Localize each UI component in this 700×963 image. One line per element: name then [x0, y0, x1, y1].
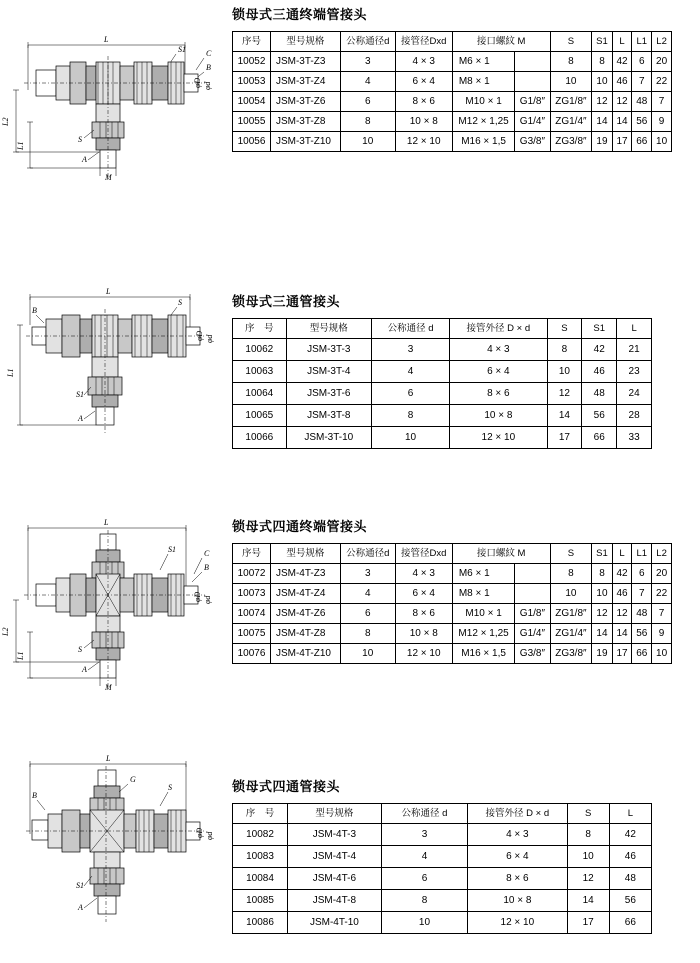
cell: 42 — [582, 339, 617, 361]
svg-text:A: A — [82, 665, 87, 674]
cell: 10074 — [233, 604, 271, 624]
svg-text:L1: L1 — [6, 368, 15, 377]
table-row — [233, 644, 672, 664]
section-tee — [0, 255, 700, 500]
col-header: 序号 — [233, 32, 271, 52]
spec-table-cross — [232, 803, 652, 934]
cell: JSM-4T-Z4 — [270, 584, 340, 604]
table-row — [233, 72, 672, 92]
table-row — [233, 112, 672, 132]
cell: JSM-4T-Z10 — [270, 644, 340, 664]
cell: 42 — [612, 52, 632, 72]
cell: 6 — [340, 92, 395, 112]
cell: JSM-4T-8 — [288, 890, 382, 912]
svg-text:B: B — [32, 791, 37, 800]
cell: 8 — [550, 52, 592, 72]
cell — [515, 72, 550, 92]
cell: 48 — [582, 383, 617, 405]
spec-table-tee-terminal — [232, 31, 672, 152]
cell: 10053 — [233, 72, 271, 92]
cell: 17 — [612, 644, 632, 664]
col-header: L — [612, 32, 632, 52]
table-row — [233, 564, 672, 584]
cell: 22 — [652, 72, 672, 92]
table-row — [233, 604, 672, 624]
cell: 10063 — [233, 361, 287, 383]
cell: 28 — [617, 405, 652, 427]
cell: G1/4″ — [515, 112, 550, 132]
cell: 10073 — [233, 584, 271, 604]
svg-text:L: L — [104, 35, 109, 44]
svg-text:C: C — [204, 549, 210, 558]
cell: 10065 — [233, 405, 287, 427]
svg-text:L: L — [104, 518, 109, 527]
svg-text:S1: S1 — [76, 390, 84, 399]
svg-text:φD: φD — [193, 77, 202, 88]
cross-fitting-drawing — [0, 738, 232, 953]
cell: G1/8″ — [515, 92, 550, 112]
cell: 8 — [592, 564, 612, 584]
cell: 19 — [592, 644, 612, 664]
cell: 48 — [632, 92, 652, 112]
cell: 8 — [371, 405, 449, 427]
col-header: 接管外径 D × d — [468, 804, 567, 824]
table-row — [233, 846, 652, 868]
col-header: S — [550, 544, 592, 564]
cell: 10 × 8 — [395, 112, 452, 132]
col-header: 公称通径 d — [381, 804, 467, 824]
svg-text:L: L — [106, 754, 111, 763]
cell: 10 — [652, 132, 672, 152]
table-row — [233, 339, 652, 361]
cell — [515, 584, 550, 604]
col-header: L — [612, 544, 632, 564]
cell: JSM-4T-Z8 — [270, 624, 340, 644]
cell — [515, 52, 550, 72]
col-header: 型号规格 — [270, 544, 340, 564]
cell: 24 — [617, 383, 652, 405]
cell: 10064 — [233, 383, 287, 405]
col-header: 接口螺紋 M — [452, 32, 550, 52]
cell: M8 × 1 — [452, 584, 515, 604]
cell: 8 — [550, 564, 592, 584]
cell: 14 — [547, 405, 582, 427]
svg-text:φD: φD — [193, 591, 202, 602]
cell: 9 — [652, 112, 672, 132]
svg-text:L: L — [106, 287, 111, 296]
cell: ZG3/8″ — [550, 132, 592, 152]
svg-text:φD: φD — [195, 827, 204, 838]
cell: 8 — [547, 339, 582, 361]
cell: JSM-3T-Z3 — [270, 52, 340, 72]
col-header: 公称通径d — [340, 544, 395, 564]
col-header: L — [617, 319, 652, 339]
col-header: 接管径Dxd — [395, 32, 452, 52]
cell: 7 — [632, 584, 652, 604]
cell: 42 — [612, 564, 632, 584]
cell: 46 — [609, 846, 651, 868]
col-header: 接管外径 D × d — [450, 319, 547, 339]
svg-text:B: B — [32, 306, 37, 315]
table-block-2 — [232, 255, 700, 449]
col-header: 序 号 — [233, 804, 288, 824]
col-header: S — [550, 32, 592, 52]
cell: 12 — [567, 868, 609, 890]
svg-text:S: S — [178, 298, 182, 307]
cell: 14 — [567, 890, 609, 912]
cell: M6 × 1 — [452, 564, 515, 584]
cell: 56 — [632, 624, 652, 644]
table-row — [233, 584, 672, 604]
section-title: 锁母式四通终端管接头 — [232, 519, 368, 534]
svg-text:C: C — [206, 49, 212, 58]
cell: 6 — [381, 868, 467, 890]
cell: JSM-3T-8 — [286, 405, 371, 427]
cell: 10 × 8 — [450, 405, 547, 427]
cell: 12 × 10 — [450, 427, 547, 449]
table-row — [233, 868, 652, 890]
cell: 22 — [652, 584, 672, 604]
cell: 10 — [381, 912, 467, 934]
cell: 12 — [592, 604, 612, 624]
spec-table-tee — [232, 318, 652, 449]
cell: G3/8″ — [515, 644, 550, 664]
col-header: 序 号 — [233, 319, 287, 339]
svg-text:S: S — [168, 783, 172, 792]
cell: 21 — [617, 339, 652, 361]
svg-text:L2: L2 — [1, 117, 10, 126]
cell: 3 — [371, 339, 449, 361]
cell: ZG1/8″ — [550, 604, 592, 624]
cell: 10085 — [233, 890, 288, 912]
cell: 8 — [340, 624, 395, 644]
section-tee-terminal — [0, 0, 700, 255]
svg-text:L2: L2 — [1, 627, 10, 636]
svg-text:B: B — [204, 563, 209, 572]
svg-text:G: G — [130, 775, 136, 784]
cell: M12 × 1,25 — [452, 112, 515, 132]
col-header: S1 — [592, 32, 612, 52]
col-header: 型号规格 — [288, 804, 382, 824]
cell: 14 — [592, 112, 612, 132]
cell: 6 × 4 — [468, 846, 567, 868]
cell: 10055 — [233, 112, 271, 132]
cell: JSM-3T-6 — [286, 383, 371, 405]
cell: 10 — [567, 846, 609, 868]
svg-text:S1: S1 — [168, 545, 176, 554]
cell: JSM-4T-10 — [288, 912, 382, 934]
col-header: 接口螺紋 M — [452, 544, 550, 564]
cell: 48 — [632, 604, 652, 624]
table-row — [233, 92, 672, 112]
svg-text:φd: φd — [203, 81, 212, 90]
cell: G1/8″ — [515, 604, 550, 624]
cell: 46 — [612, 584, 632, 604]
cell: 12 × 10 — [395, 644, 452, 664]
col-header: L2 — [652, 544, 672, 564]
cell: 6 — [340, 604, 395, 624]
col-header: L1 — [632, 32, 652, 52]
cell: M8 × 1 — [452, 72, 515, 92]
col-header: 接管径Dxd — [395, 544, 452, 564]
table-block-3 — [232, 500, 700, 664]
cell: 7 — [632, 72, 652, 92]
cell: M10 × 1 — [452, 92, 515, 112]
cell: 20 — [652, 564, 672, 584]
cell: 10 — [371, 427, 449, 449]
table-block-1 — [232, 0, 700, 152]
svg-text:M: M — [105, 173, 112, 182]
cell: 6 × 4 — [395, 584, 452, 604]
cell: 4 × 3 — [450, 339, 547, 361]
section-title: 锁母式四通管接头 — [232, 779, 341, 794]
cell: 10 × 8 — [395, 624, 452, 644]
cell: 10 × 8 — [468, 890, 567, 912]
cell: 46 — [582, 361, 617, 383]
cell: 6 — [632, 52, 652, 72]
svg-text:φd: φd — [205, 831, 214, 840]
cell: ZG3/8″ — [550, 644, 592, 664]
cell: 10084 — [233, 868, 288, 890]
svg-text:A: A — [78, 414, 83, 423]
cell: 10 — [592, 584, 612, 604]
table-row — [233, 427, 652, 449]
col-header: L2 — [652, 32, 672, 52]
cell: 8 — [340, 112, 395, 132]
col-header: S1 — [582, 319, 617, 339]
spec-table-cross-terminal — [232, 543, 672, 664]
cell: JSM-3T-10 — [286, 427, 371, 449]
table-row — [233, 383, 652, 405]
cell: 17 — [567, 912, 609, 934]
cell: JSM-3T-4 — [286, 361, 371, 383]
cell: 12 — [547, 383, 582, 405]
table-header-row — [233, 804, 652, 824]
cell: 8 × 6 — [395, 604, 452, 624]
svg-text:S: S — [78, 645, 82, 654]
table-header-row — [233, 544, 672, 564]
svg-text:S1: S1 — [76, 881, 84, 890]
cell: 66 — [632, 132, 652, 152]
section-cross — [0, 738, 700, 963]
svg-text:φd: φd — [205, 334, 214, 343]
cell: JSM-3T-3 — [286, 339, 371, 361]
cell: 10052 — [233, 52, 271, 72]
svg-text:A: A — [78, 903, 83, 912]
cell: 20 — [652, 52, 672, 72]
cell: 7 — [652, 92, 672, 112]
col-header: 公称通径 d — [371, 319, 449, 339]
section-title: 锁母式三通终端管接头 — [232, 7, 368, 22]
cell: 19 — [592, 132, 612, 152]
table-row — [233, 405, 652, 427]
cell: 12 — [612, 92, 632, 112]
cell: 10 — [550, 584, 592, 604]
col-header: S — [567, 804, 609, 824]
cell: M6 × 1 — [452, 52, 515, 72]
cell: JSM-4T-6 — [288, 868, 382, 890]
cell: 10072 — [233, 564, 271, 584]
cell: 66 — [609, 912, 651, 934]
cell: ZG1/8″ — [550, 92, 592, 112]
cell: ZG1/4″ — [550, 624, 592, 644]
col-header: 型号规格 — [286, 319, 371, 339]
cell: G3/8″ — [515, 132, 550, 152]
cell: 42 — [609, 824, 651, 846]
cell: 8 × 6 — [468, 868, 567, 890]
cell: M10 × 1 — [452, 604, 515, 624]
svg-text:S: S — [78, 135, 82, 144]
cell: 6 × 4 — [395, 72, 452, 92]
svg-text:M: M — [105, 683, 112, 692]
cell: 48 — [609, 868, 651, 890]
cell: 12 × 10 — [468, 912, 567, 934]
table-block-4 — [232, 738, 700, 934]
cell — [515, 564, 550, 584]
cell: 14 — [592, 624, 612, 644]
cell: 4 — [340, 72, 395, 92]
cell: 12 — [592, 92, 612, 112]
cell: 33 — [617, 427, 652, 449]
cell: 10082 — [233, 824, 288, 846]
cell: 8 — [381, 890, 467, 912]
col-header: L — [609, 804, 651, 824]
cell: 10056 — [233, 132, 271, 152]
svg-text:L1: L1 — [16, 141, 25, 150]
col-header: 型号规格 — [270, 32, 340, 52]
cell: 10 — [592, 72, 612, 92]
table-header-row — [233, 32, 672, 52]
cell: 6 — [632, 564, 652, 584]
cell: 10 — [547, 361, 582, 383]
cell: 4 × 3 — [395, 564, 452, 584]
svg-text:L1: L1 — [16, 651, 25, 660]
cell: M16 × 1,5 — [452, 132, 515, 152]
cell: 10 — [340, 644, 395, 664]
cell: 6 — [371, 383, 449, 405]
cell: 17 — [547, 427, 582, 449]
cross-terminal-fitting-drawing — [0, 500, 232, 725]
cell: 4 × 3 — [395, 52, 452, 72]
cell: 56 — [582, 405, 617, 427]
cell: 10054 — [233, 92, 271, 112]
cell: 3 — [381, 824, 467, 846]
cell: JSM-4T-3 — [288, 824, 382, 846]
cell: 4 — [371, 361, 449, 383]
cell: 3 — [340, 52, 395, 72]
cell: G1/4″ — [515, 624, 550, 644]
cell: 8 × 6 — [395, 92, 452, 112]
cell: JSM-3T-Z4 — [270, 72, 340, 92]
cell: 17 — [612, 132, 632, 152]
table-row — [233, 624, 672, 644]
col-header: 公称通径d — [340, 32, 395, 52]
tee-terminal-fitting-drawing — [0, 0, 232, 210]
section-cross-terminal — [0, 500, 700, 738]
cell: 3 — [340, 564, 395, 584]
cell: 66 — [582, 427, 617, 449]
svg-text:φd: φd — [203, 595, 212, 604]
cell: 10062 — [233, 339, 287, 361]
cell: 10086 — [233, 912, 288, 934]
cell: JSM-4T-Z6 — [270, 604, 340, 624]
cell: 4 — [340, 584, 395, 604]
cell: 12 × 10 — [395, 132, 452, 152]
table-row — [233, 52, 672, 72]
table-row — [233, 361, 652, 383]
cell: 10 — [550, 72, 592, 92]
cell: 10083 — [233, 846, 288, 868]
cell: JSM-3T-Z10 — [270, 132, 340, 152]
cell: 8 — [592, 52, 612, 72]
cell: 14 — [612, 624, 632, 644]
cell: 10 — [652, 644, 672, 664]
col-header: L1 — [632, 544, 652, 564]
cell: 8 — [567, 824, 609, 846]
cell: 66 — [632, 644, 652, 664]
cell: 56 — [609, 890, 651, 912]
cell: 46 — [612, 72, 632, 92]
table-row — [233, 824, 652, 846]
cell: 10075 — [233, 624, 271, 644]
cell: 10076 — [233, 644, 271, 664]
svg-text:S1: S1 — [178, 45, 186, 54]
svg-text:φD: φD — [195, 330, 204, 341]
col-header: S — [547, 319, 582, 339]
cell: 10 — [340, 132, 395, 152]
cell: M16 × 1,5 — [452, 644, 515, 664]
cell: JSM-4T-4 — [288, 846, 382, 868]
cell: 6 × 4 — [450, 361, 547, 383]
col-header: 序号 — [233, 544, 271, 564]
tee-fitting-drawing — [0, 255, 232, 470]
table-row — [233, 912, 652, 934]
cell: 56 — [632, 112, 652, 132]
cell: 7 — [652, 604, 672, 624]
cell: JSM-3T-Z6 — [270, 92, 340, 112]
cell: 4 × 3 — [468, 824, 567, 846]
cell: 10066 — [233, 427, 287, 449]
cell: 9 — [652, 624, 672, 644]
table-row — [233, 132, 672, 152]
section-title: 锁母式三通管接头 — [232, 294, 341, 309]
cell: M12 × 1,25 — [452, 624, 515, 644]
cell: JSM-4T-Z3 — [270, 564, 340, 584]
table-header-row — [233, 319, 652, 339]
svg-text:A: A — [82, 155, 87, 164]
cell: JSM-3T-Z8 — [270, 112, 340, 132]
cell: 4 — [381, 846, 467, 868]
cell: 14 — [612, 112, 632, 132]
cell: 8 × 6 — [450, 383, 547, 405]
svg-text:B: B — [206, 63, 211, 72]
cell: 23 — [617, 361, 652, 383]
col-header: S1 — [592, 544, 612, 564]
cell: 12 — [612, 604, 632, 624]
cell: ZG1/4″ — [550, 112, 592, 132]
table-row — [233, 890, 652, 912]
